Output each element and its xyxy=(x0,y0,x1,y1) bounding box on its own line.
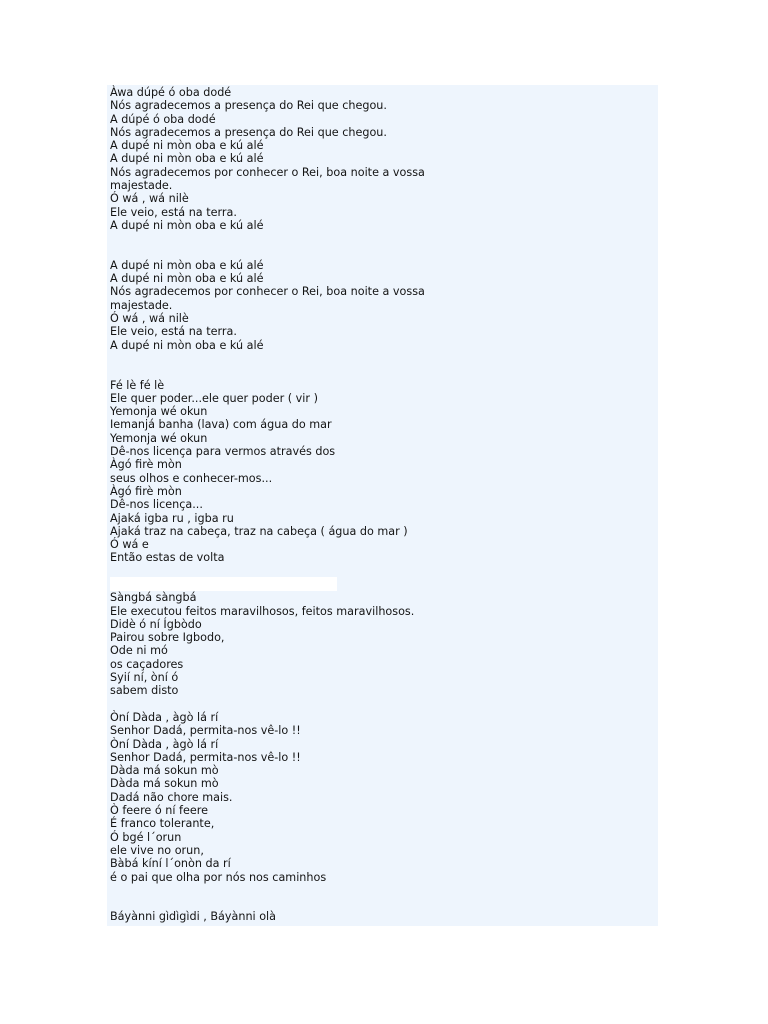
lyric-line: Nós agradecemos a presença do Rei que chegou. xyxy=(110,125,387,139)
lyric-line: Ajaká igba ru , igba ru xyxy=(110,511,234,525)
stanza xyxy=(110,711,658,884)
lyric-line: Ó wá e xyxy=(110,538,149,552)
lyric-line: Didè ó ní Ígbòdo xyxy=(110,617,202,631)
lyric-line: Yemonja wé okun xyxy=(110,405,208,419)
lyric-line: A dúpé ó oba dodé xyxy=(110,112,216,126)
lyric-line: é o pai que olha por nós nos caminhos xyxy=(110,870,327,884)
lyric-line: A dupé ni mòn oba e kú alé xyxy=(110,272,264,286)
lyric-line: Ele veio, está na terra. xyxy=(110,325,237,339)
lyric-line: Dadá não chore mais. xyxy=(110,790,233,804)
lyric-line: Então estas de volta xyxy=(110,551,225,565)
stanza xyxy=(110,910,658,923)
lyric-line: Nós agradecemos a presença do Rei que chegou. xyxy=(110,99,387,113)
lyric-line: Nós agradecemos por conhecer o Rei, boa noite a vossa xyxy=(110,165,425,179)
stanza-gap xyxy=(110,352,658,379)
lyric-line: os caçadores xyxy=(110,657,184,671)
lyric-line: Pairou sobre Igbodo, xyxy=(110,631,225,645)
lyric-line: Dàda má sokun mò xyxy=(110,764,219,778)
lyric-line: seus olhos e conhecer-mos... xyxy=(110,471,273,485)
lyric-line: Syií ní, òní ó xyxy=(110,671,179,685)
lyric-line: Dàda má sokun mò xyxy=(110,777,219,791)
blank-divider-bar xyxy=(110,577,337,591)
stanza-gap xyxy=(110,232,658,259)
lyric-line: Báyànni gìdìgìdi , Báyànni olà xyxy=(110,910,277,924)
lyric-line: ele vive no orun, xyxy=(110,843,204,857)
lyric-line: Ó wá , wá nilè xyxy=(110,192,189,206)
lyric-line: Ò feere ó ní feere xyxy=(110,804,208,818)
lyric-line: É franco tolerante, xyxy=(110,817,215,831)
lyric-line: Ode ni mó xyxy=(110,644,168,658)
lyric-line: Iemanjá banha (lava) com água do mar xyxy=(110,418,332,432)
stanza xyxy=(110,591,658,697)
lyric-line: Yemonja wé okun xyxy=(110,431,208,445)
lyric-line: majestade. xyxy=(110,298,173,312)
lyric-line: Ó wá , wá nilè xyxy=(110,312,189,326)
lyric-line: A dupé ni mòn oba e kú alé xyxy=(110,258,264,272)
lyric-line: Àgó firè mòn xyxy=(110,458,182,472)
lyric-line: A dupé ni mòn oba e kú alé xyxy=(110,139,264,153)
lyric-line: A dupé ni mòn oba e kú alé xyxy=(110,338,264,352)
lyric-line: Òní Dàda , àgò lá rí xyxy=(110,737,219,751)
stanza xyxy=(110,86,658,232)
lyric-line: Dê-nos licença para vermos através dos xyxy=(110,445,336,459)
lyric-line: Ele executou feitos maravilhosos, feitos maravilhosos. xyxy=(110,604,415,618)
lyric-line: Bàbá kíní l´onòn da rí xyxy=(110,857,231,871)
lyric-line: sabem disto xyxy=(110,684,179,698)
lyric-line: Ele veio, está na terra. xyxy=(110,205,237,219)
stanza-gap xyxy=(110,884,658,911)
lyric-line: majestade. xyxy=(110,179,173,193)
lyric-line: Senhor Dadá, permita-nos vê-lo !! xyxy=(110,724,301,738)
lyric-line: Àwa dúpé ó oba dodé xyxy=(110,86,232,99)
lyric-line: Dê-nos licença... xyxy=(110,498,203,512)
lyric-line: Àgó firè mòn xyxy=(110,484,182,498)
lyric-line: A dupé ni mòn oba e kú alé xyxy=(110,218,264,232)
stanza xyxy=(110,379,658,565)
lyric-line: Fé lè fé lè xyxy=(110,378,165,392)
lyric-line: Ajaká traz na cabeça, traz na cabeça ( água do mar ) xyxy=(110,524,408,538)
lyric-line: Sàngbá sàngbá xyxy=(110,591,197,605)
lyric-line: Ó bgé l´orun xyxy=(110,830,182,844)
stanza-gap xyxy=(110,698,658,711)
lyric-line: Òní Dàda , àgò lá rí xyxy=(110,710,219,724)
lyric-line: A dupé ni mòn oba e kú alé xyxy=(110,152,264,166)
stanza xyxy=(110,259,658,352)
lyric-line: Ele quer poder...ele quer poder ( vir ) xyxy=(110,391,318,405)
lyrics-text-block xyxy=(107,85,658,926)
lyric-line: Nós agradecemos por conhecer o Rei, boa noite a vossa xyxy=(110,285,425,299)
lyric-line: Senhor Dadá, permita-nos vê-lo !! xyxy=(110,750,301,764)
